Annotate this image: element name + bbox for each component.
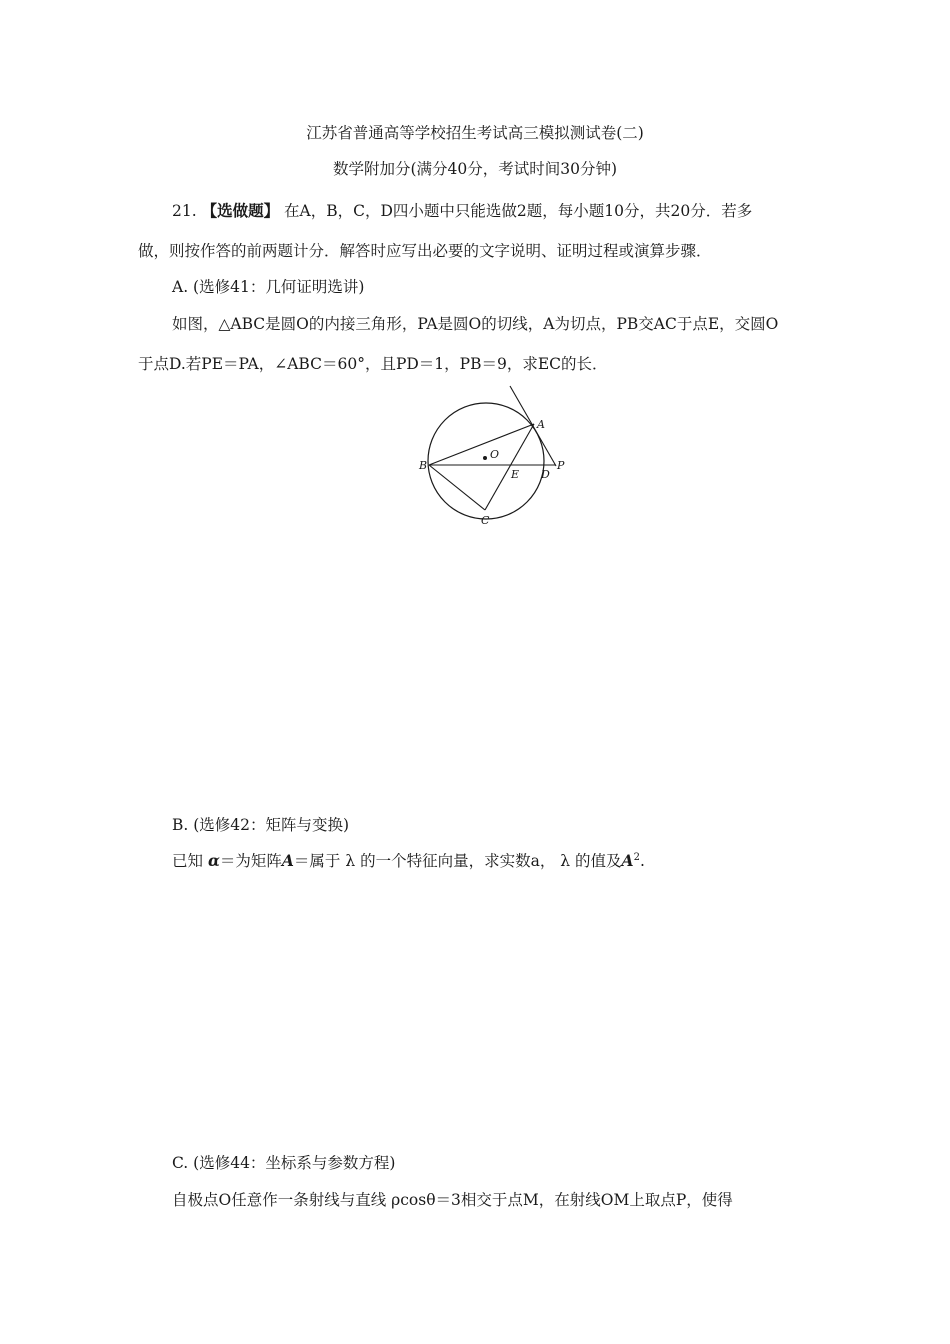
part-b-text — [172, 850, 820, 872]
segment-ac — [485, 424, 534, 510]
part-c-heading: C. (选修44：坐标系与参数方程) — [172, 1154, 396, 1172]
label-c: C — [481, 514, 490, 527]
part-b-mid1: ＝为矩阵 — [219, 852, 282, 870]
part-a-text-line2: 于点D.若PE＝PA，∠ABC＝60°，且PD＝1，PB＝9，求EC的长． — [138, 355, 608, 373]
label-a: A — [537, 418, 545, 431]
matrix-a-symbol: A — [281, 851, 294, 870]
exponent-2: 2 — [633, 851, 640, 863]
circle-o — [428, 403, 544, 519]
part-a-heading: A. (选修41：几何证明选讲) — [172, 278, 365, 296]
part-b-mid2: ＝属于 λ 的一个特征向量，求实数a， λ 的值及 — [293, 852, 622, 870]
label-e: E — [511, 468, 520, 481]
question-tag: 【选做题】 — [201, 201, 280, 220]
matrix-a2-symbol: A — [621, 851, 634, 870]
question-21-line2: 做，则按作答的前两题计分．解答时应写出必要的文字说明、证明过程或演算步骤． — [138, 242, 712, 260]
question-number: 21. — [172, 202, 197, 220]
question-21-line1 — [172, 200, 820, 222]
segment-ba — [429, 424, 534, 465]
question-intro: 在A，B，C，D四小题中只能选做2题，每小题10分，共20分．若多 — [284, 202, 753, 220]
center-point — [483, 456, 487, 460]
page-title: 江苏省普通高等学校招生考试高三模拟测试卷(二) — [306, 124, 644, 142]
geometry-figure — [412, 384, 582, 534]
segment-bc — [429, 465, 485, 510]
label-o: O — [490, 448, 500, 461]
part-a-text-line1: 如图，△ABC是圆O的内接三角形，PA是圆O的切线，A为切点，PB交AC于点E，交圆O — [172, 315, 779, 333]
part-b-heading: B. (选修42：矩阵与变换) — [172, 816, 350, 834]
label-p: P — [557, 459, 565, 472]
part-b-end: . — [639, 852, 645, 870]
page-subtitle: 数学附加分(满分40分，考试时间30分钟) — [332, 160, 618, 178]
label-b: B — [419, 459, 428, 472]
label-d: D — [541, 468, 550, 481]
part-c-text-line1: 自极点O任意作一条射线与直线 ρcosθ＝3相交于点M，在射线OM上取点P，使得 — [172, 1191, 733, 1209]
part-b-pre: 已知 — [172, 852, 208, 870]
alpha-symbol: α — [207, 851, 220, 870]
